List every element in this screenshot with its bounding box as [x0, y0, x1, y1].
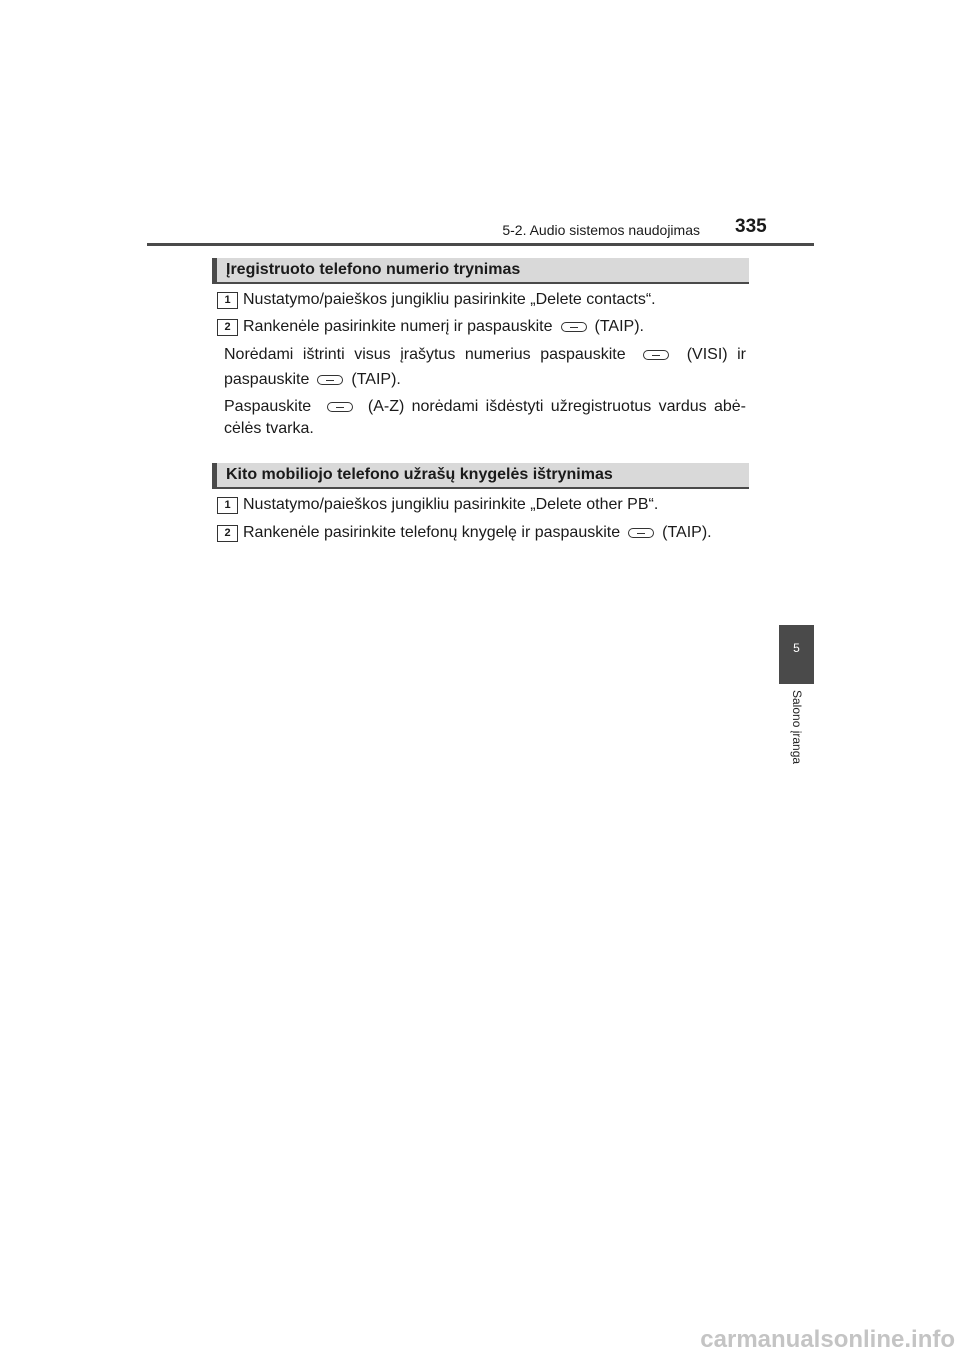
note-text: (A-Z) norėdami išdėstyti užregistruotus vardus abė-: [367, 398, 746, 415]
step-badge: 1: [217, 292, 238, 309]
note-paragraph: [224, 397, 746, 417]
note-text: (TAIP).: [351, 371, 401, 388]
section-heading-2: Kito mobiliojo telefono užrašų knygelės ištrynimas: [212, 463, 749, 489]
step-text: Nustatymo/paieškos jungikliu pasirinkite „Delete contacts“.: [243, 291, 656, 308]
chapter-tab-label-text: Salono įranga: [789, 690, 804, 765]
note-text: paspauskite: [224, 371, 310, 388]
step-badge: 1: [217, 497, 238, 514]
step-text: [243, 523, 712, 543]
chapter-tab: 5: [779, 625, 814, 684]
step-badge: 2: [217, 525, 238, 542]
step-text-after: (TAIP).: [594, 318, 644, 335]
step-text-after: (TAIP).: [662, 524, 712, 541]
step-text-before: Rankenėle pasirinkite numerį ir paspauskite: [243, 318, 553, 335]
note-text: Paspauskite: [224, 398, 312, 415]
step-badge: 2: [217, 319, 238, 336]
step-text: Nustatymo/paieškos jungikliu pasirinkite „Delete other PB“.: [243, 496, 659, 513]
steering-switch-icon: [628, 528, 654, 538]
step-text-before: Rankenėle pasirinkite telefonų knygelę ir paspauskite: [243, 524, 621, 541]
steering-switch-icon: [327, 402, 353, 412]
chapter-tab-label: [779, 690, 814, 790]
note-paragraph: [224, 370, 401, 390]
section-heading-1: Įregistruoto telefono numerio trynimas: [212, 258, 749, 284]
steering-switch-icon: [317, 375, 343, 385]
note-text: (VISI) ir: [686, 346, 747, 363]
page-number: 335: [735, 216, 767, 237]
watermark: carmanualsonline.info: [700, 1326, 955, 1353]
steering-switch-icon: [561, 322, 587, 332]
header-rule: [147, 243, 814, 246]
step-text: [243, 317, 644, 337]
note-text: Norėdami ištrinti visus įrašytus numerius paspauskite: [224, 346, 626, 363]
note-paragraph: [224, 345, 746, 365]
note-text: cėlės tvarka.: [224, 420, 314, 437]
running-header-section: 5-2. Audio sistemos naudojimas: [502, 222, 700, 238]
steering-switch-icon: [643, 350, 669, 360]
